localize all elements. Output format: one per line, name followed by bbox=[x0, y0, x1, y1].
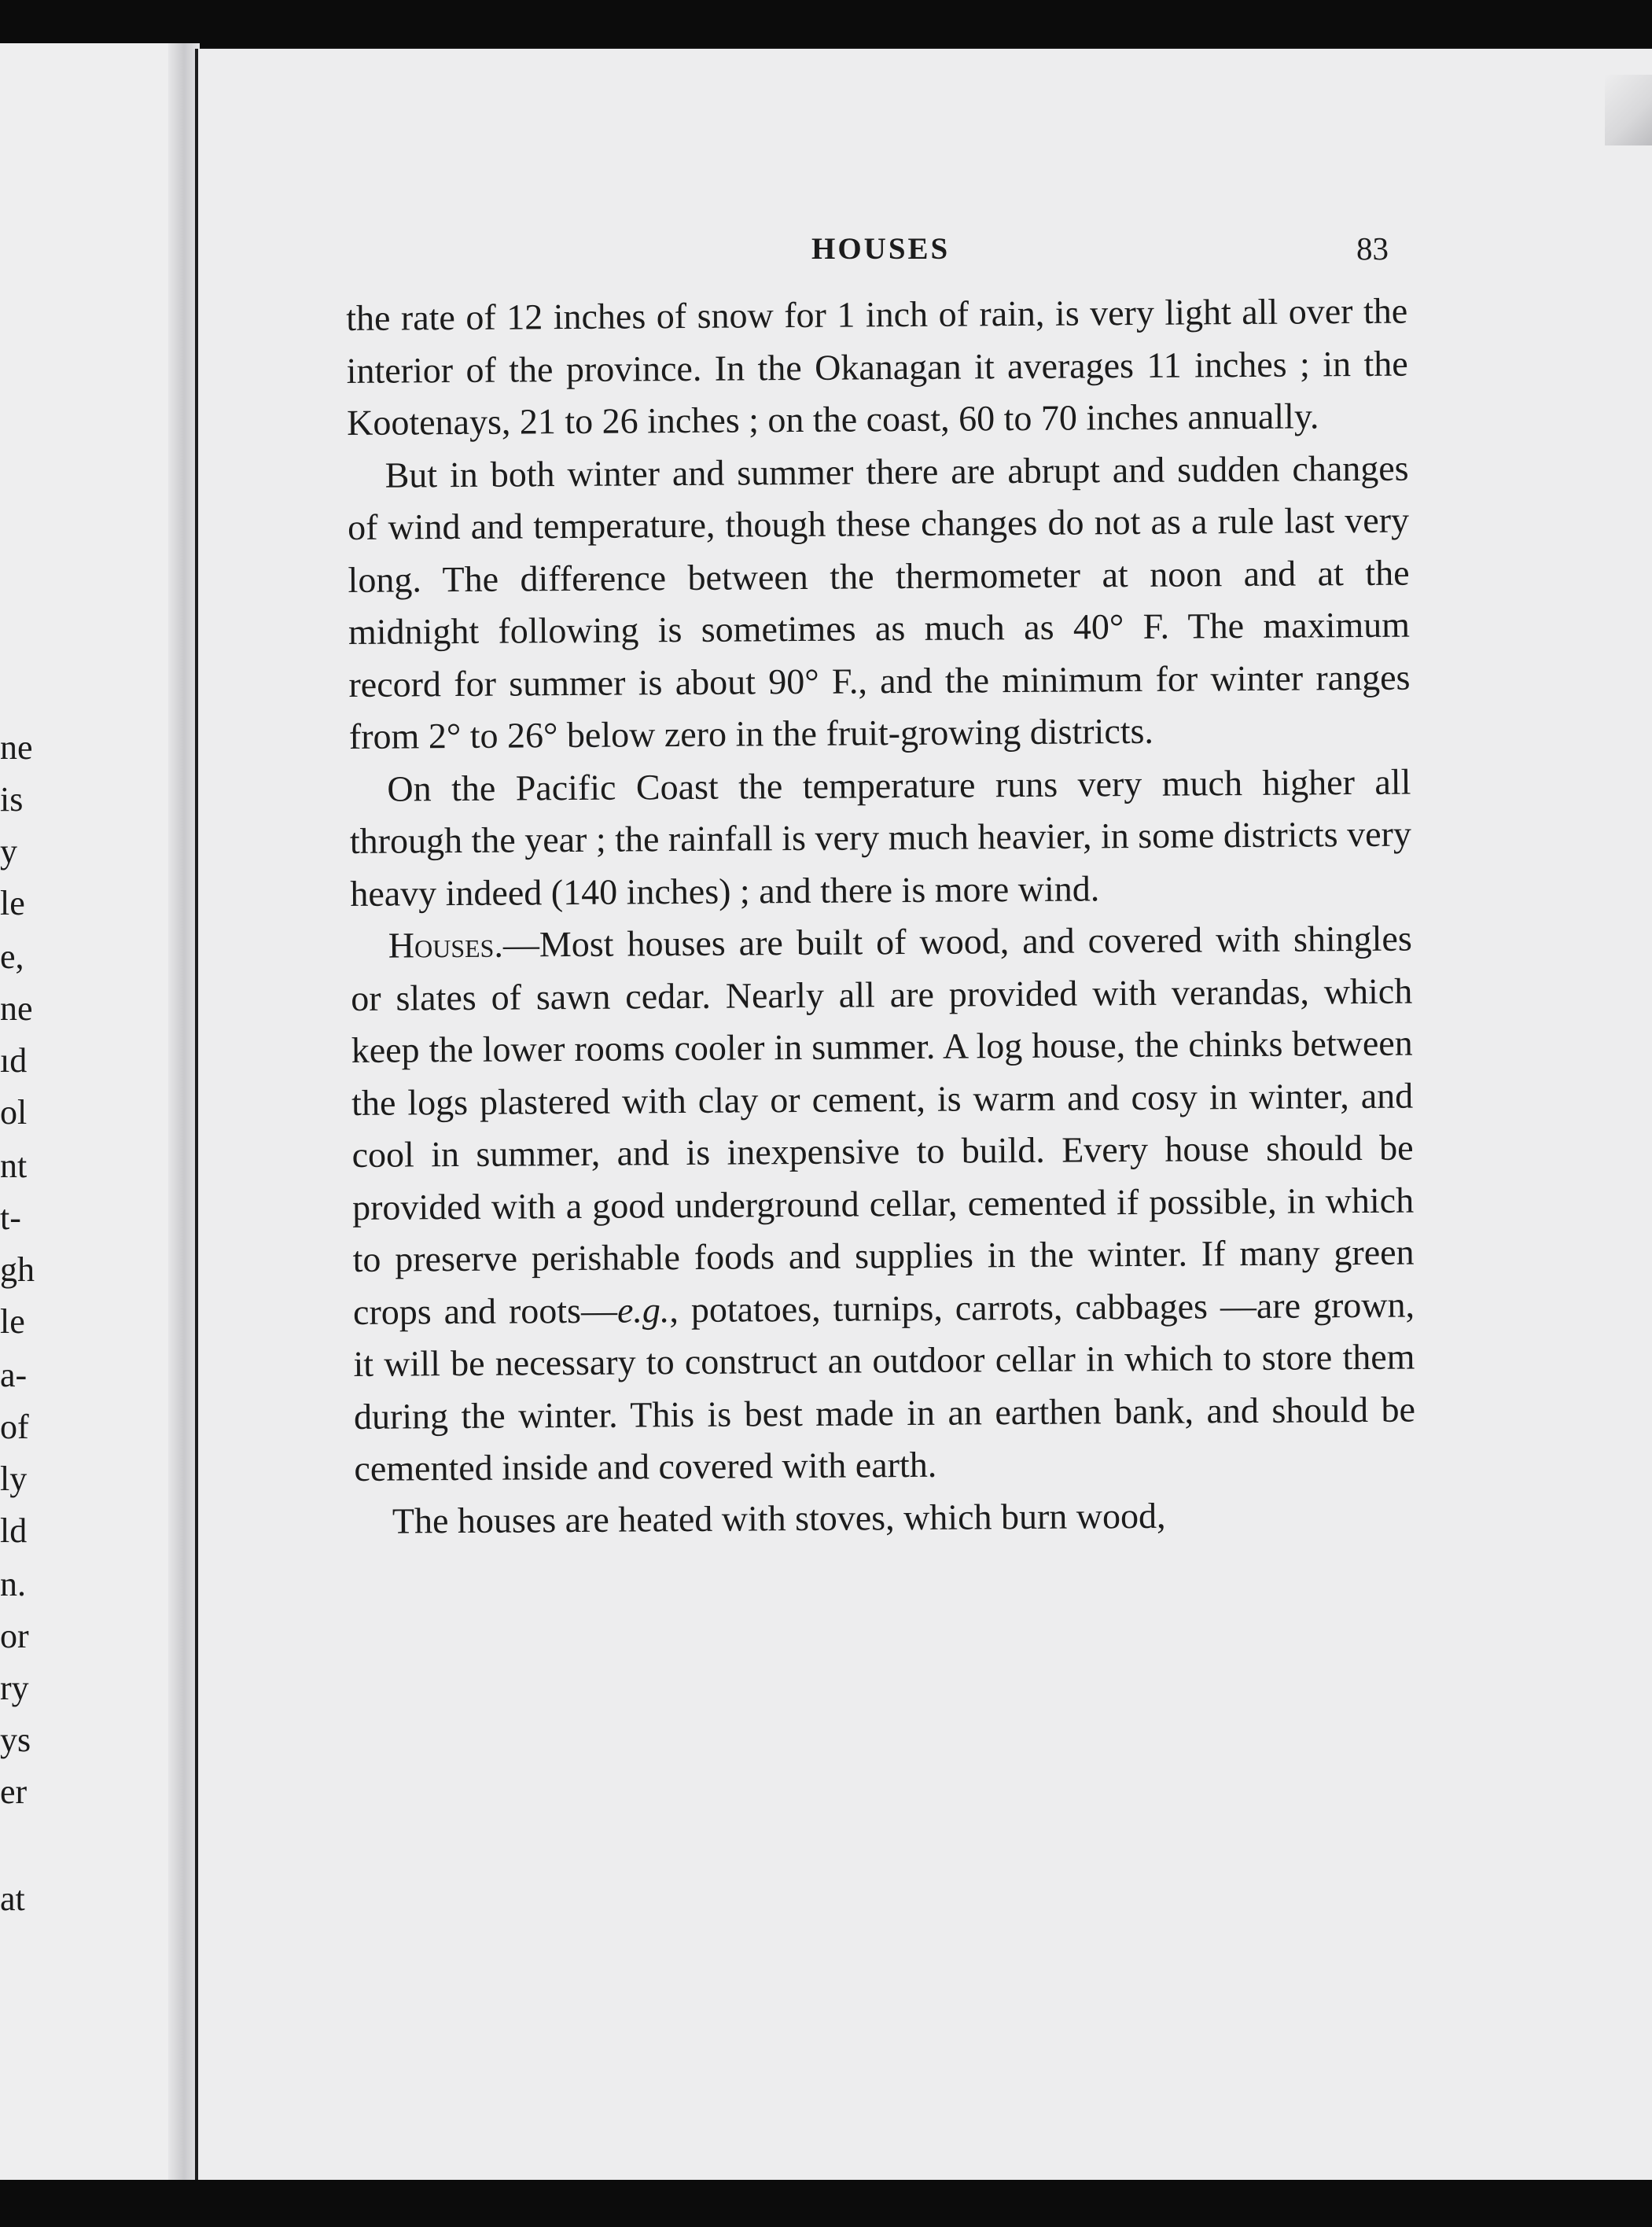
body-text bbox=[346, 285, 1416, 1548]
facing-page-fragment: ys bbox=[0, 1721, 31, 1759]
facing-page-fragment: ol bbox=[0, 1093, 28, 1132]
facing-page-fragment: ly bbox=[0, 1460, 28, 1498]
facing-page-fragment: le bbox=[0, 1302, 25, 1341]
facing-page-fragment: or bbox=[0, 1617, 29, 1655]
facing-page-fragment: t- bbox=[0, 1198, 21, 1237]
facing-page-fragment: gh bbox=[0, 1250, 35, 1289]
scan-top-border bbox=[0, 0, 1652, 47]
paragraph-text: —Most houses are built of wood, and covered with shingles or slates of sawn cedar. Nearly all are provided with verandas, which keep the lower rooms cooler in summer. A log house, the chinks between the logs plastered with clay or cement, is warm and cosy in winter, and cool in summer, and is inexpensive to build. Every house should be provided with a good underground cellar, cemented if possible, in which to preserve perishable foods and supplies in the winter. If many green crops and roots— bbox=[351, 918, 1415, 1332]
running-head: HOUSES bbox=[811, 232, 951, 266]
abbreviation: e.g. bbox=[616, 1289, 670, 1331]
paragraph: The houses are heated with stoves, which burn wood, bbox=[392, 1495, 1166, 1541]
facing-page-fragment: e, bbox=[0, 937, 24, 976]
facing-page-fragment: er bbox=[0, 1772, 28, 1811]
facing-page-fragment: le bbox=[0, 884, 25, 922]
paragraph: On the Pacific Coast the temperature runs very much higher all through the year ; the rainfall is very much heavier, in some districts very heavy indeed (140 inches) ; and there is more wind. bbox=[349, 761, 1412, 914]
facing-page-fragment: y bbox=[0, 832, 17, 871]
facing-page-fragment: a- bbox=[0, 1356, 28, 1394]
paragraph-text: , potatoes, turnips, carrots, cabbages —are grown, it will be necessary to construct an outdoor cellar in which to store them during the winter. This is best made in an earthen bank, and should be cemented inside and covered with earth. bbox=[353, 1284, 1416, 1489]
facing-page-fragment: is bbox=[0, 780, 24, 819]
facing-page-fragment: of bbox=[0, 1408, 29, 1446]
paragraph: But in both winter and summer there are abrupt and sudden changes of wind and temperature, though these changes do not as a rule last very long. The difference between the thermometer at noon and at the midnight following is sometimes as much as 40° F. The maximum record for summer is about 90° F., and the minimum for winter ranges from 2° to 26° below zero in the fruit-growing districts. bbox=[347, 447, 1411, 756]
facing-page-fragment: ne bbox=[0, 989, 33, 1028]
facing-page-fragment: at bbox=[0, 1879, 25, 1918]
facing-page-fragment: nt bbox=[0, 1147, 28, 1185]
section-heading: Houses. bbox=[388, 924, 504, 966]
scan-bottom-border bbox=[0, 2180, 1652, 2227]
facing-page-fragment: n. bbox=[0, 1565, 26, 1603]
facing-page-fragment: ne bbox=[0, 728, 33, 767]
page-number: 83 bbox=[1356, 230, 1389, 267]
paragraph: the rate of 12 inches of snow for 1 inch of rain, is very light all over the interior of the province. In the Okanagan it averages 11 inches ; in the Kootenays, 21 to 26 inches ; on the coast, 60 to 70 inches annually. bbox=[346, 290, 1408, 443]
paragraph bbox=[351, 913, 1416, 1496]
page-corner-fold bbox=[1605, 75, 1652, 145]
binding-edge bbox=[195, 49, 198, 2180]
facing-page-fragment: ld bbox=[0, 1511, 28, 1550]
facing-page-fragment: ry bbox=[0, 1669, 29, 1707]
facing-page-edge bbox=[0, 43, 193, 2182]
facing-page-fragment: ıd bbox=[0, 1041, 28, 1080]
